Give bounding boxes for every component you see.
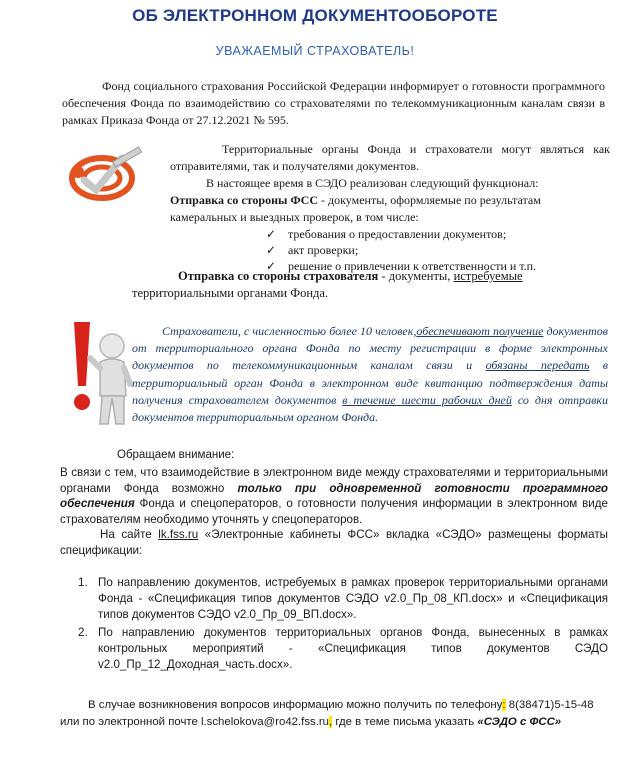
list-item: ✓ решение о привлечении к ответственности и т.п.	[266, 259, 537, 273]
insurer-sending-paragraph: Отправка со стороны страхователя - документы, истребуемые территориальными органами Фонда.	[132, 269, 523, 300]
checkmark-icon: ✓	[266, 243, 277, 257]
site-paragraph: На сайте lk.fss.ru «Электронные кабинеты ФСС» вкладка «СЭДО» размещены форматы спецификации:	[60, 528, 608, 557]
list-item: 1. По направлению документов, истребуемых в рамках проверок территориальными органами Фонда - «Спецификация типов документов СЭДО v2.0_Пр_08_КП.docx» и «Спецификация типов документов СЭДО v2.0_Пр_09_ВП.docx».	[78, 576, 608, 621]
checkmark-pen-icon	[62, 146, 150, 204]
insurer-sending-label: Отправка со стороны страхователя	[178, 269, 379, 283]
obligation-notice: Страхователи, с численностью более 10 человек,обеспечивают получение документов от территориального органа Фонда по месту регистрации в форме электронных документов по телекоммуникационным каналам связи и обязаны передать в территориальный орган Фонда в электронном виде квитанцию подтверждения даты получения страхователем документов в течение шести рабочих дней со дня отправки документов территориальным органом Фонда.	[132, 324, 609, 425]
list-item: ✓ требования о предоставлении документов;	[266, 227, 507, 241]
greeting: УВАЖАЕМЫЙ СТРАХОВАТЕЛЬ!	[215, 44, 415, 58]
fss-document-list	[170, 226, 610, 274]
territorial-section	[170, 141, 610, 274]
fss-sending-text: - документы, оформляемые по результатам камеральных и выездных проверок, в том числе:	[170, 193, 541, 224]
intro-paragraph: Фонд социального страхования Российской Федерации информирует о готовности программного обеспечения Фонда по взаимодействию со страхователями по телекоммуникационным каналам связи в рамках Приказа Фонда от 27.12.2021 № 595.	[62, 79, 605, 127]
exclamation-person-icon	[60, 318, 140, 430]
list-item: ✓ акт проверки;	[266, 243, 359, 257]
attention-paragraph: В связи с тем, что взаимодействие в электронном виде между страхователями и территориальными органами Фонда возможно только при одновременной готовности программного обеспечения Фонда и спецоператоров, о готовности получения информации в электронном виде страхователям необходимо уточнять у спецоператоров.	[60, 466, 609, 526]
list-item: 2. По направлению документов территориальных органов Фонда, вынесенных в рамках контрольных мероприятий - «Спецификация типов документов СЭДО v2.0_Пр_12_Доходная_часть.docx».	[78, 626, 608, 671]
checkmark-icon: ✓	[266, 259, 277, 273]
site-link[interactable]: lk.fss.ru	[158, 528, 199, 541]
page-title: ОБ ЭЛЕКТРОННОМ ДОКУМЕНТООБОРОТЕ	[132, 6, 498, 25]
fss-sending-label: Отправка со стороны ФСС	[170, 193, 319, 207]
attention-label: Обращаем внимание:	[117, 449, 235, 461]
contact-paragraph: В случае возникновения вопросов информацию можно получить по телефону: 8(38471)5-15-48 или по электронной почте l.schelokova@ro42.fss.ru, где в теме письма указать «СЭДО с ФСС»	[60, 699, 594, 728]
checkmark-icon: ✓	[266, 227, 277, 241]
territorial-line-1: Территориальные органы Фонда и страхователи могут являться как отправителями, так и получателями документов.	[170, 142, 610, 173]
fss-sending-paragraph	[170, 192, 610, 226]
specification-list	[60, 575, 608, 675]
territorial-line-2: В настоящее время в СЭДО реализован следующий функционал:	[206, 176, 539, 190]
